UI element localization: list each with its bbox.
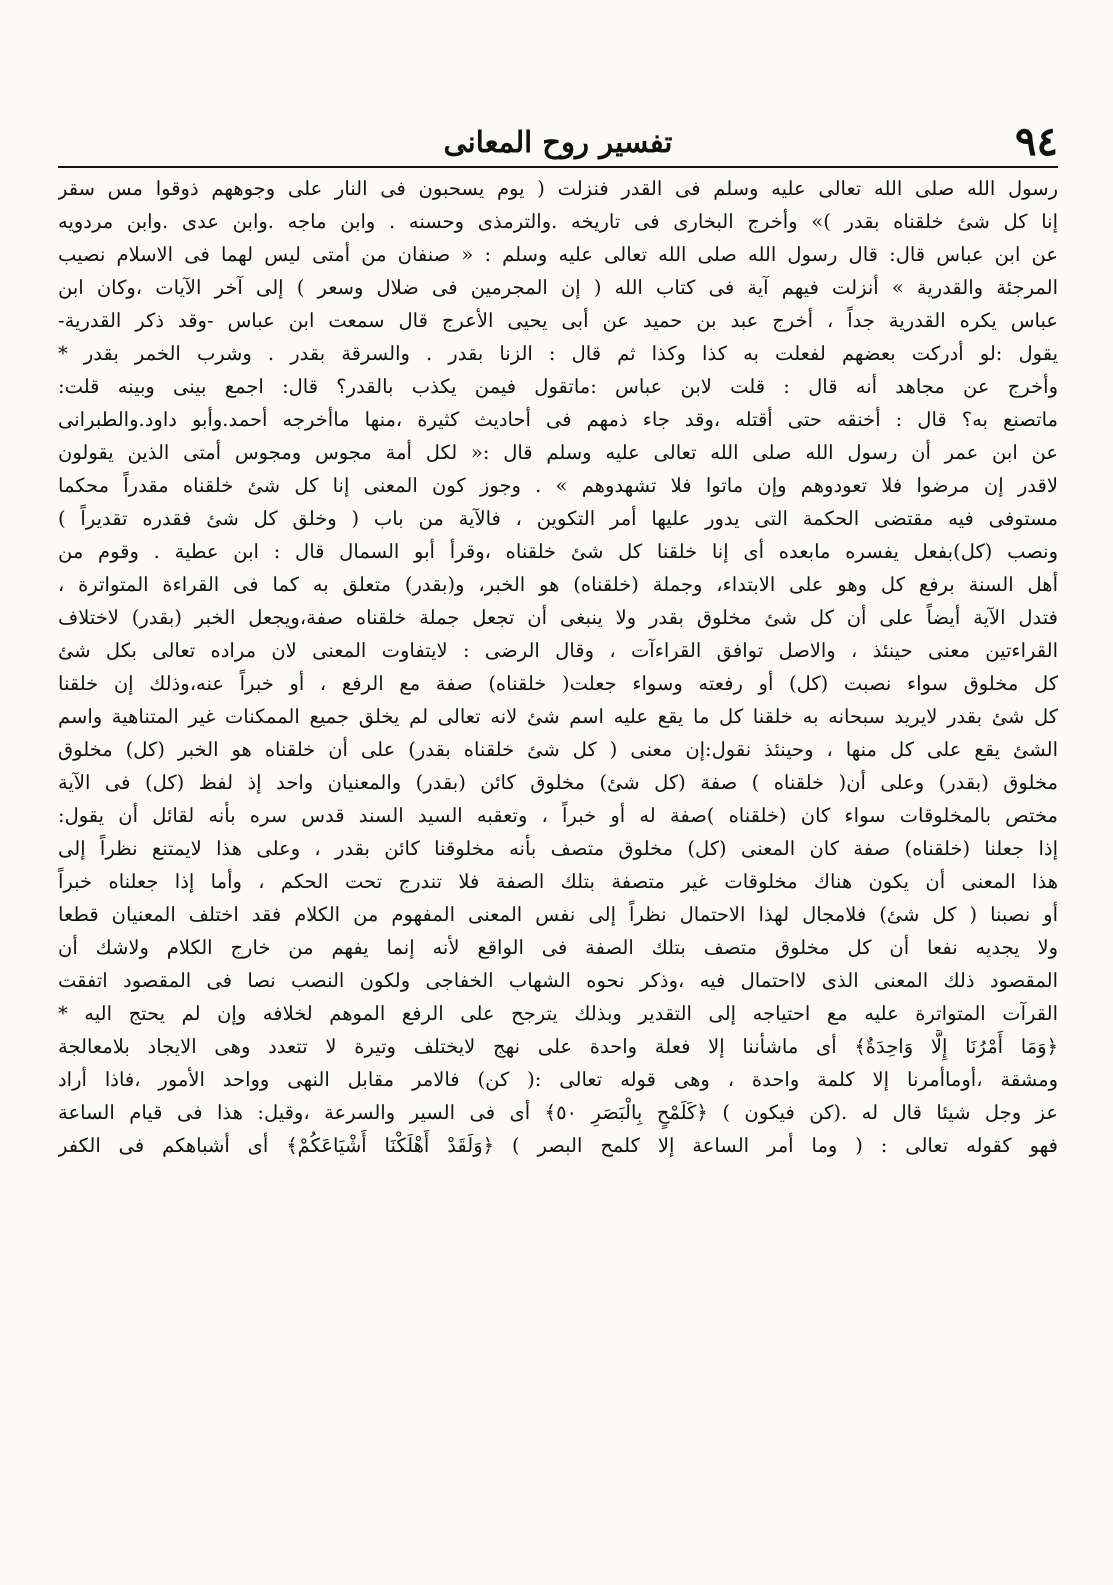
text-line: ونصب (كل)بفعل يفسره مابعده أى إنا خلقنا كل شئ خلقناه ،وقرأ أبو السمال قال : ابن عطية . وقوم من xyxy=(58,540,1058,563)
text-line: عباس يكره القدرية جداً ، أخرج عبد بن حميد عن أبى يحيى الأعرج قال سمعت ابن عباس -وقد ذكر القدرية- xyxy=(58,309,1058,332)
text-body xyxy=(58,172,1058,1162)
text-line: القراءتين معنى حينئذ ، والاصل توافق القراءآت ، وقال الرضى : لايتفاوت المعنى لان مراده تعالى بكل شئ xyxy=(58,639,1058,662)
text-line: عن ابن عمر أن رسول الله صلى الله تعالى عليه وسلم قال :« لكل أمة مجوس ومجوس أمتى الذين يقولون xyxy=(58,441,1058,464)
text-line: المقصود ذلك المعنى الذى لااحتمال فيه ،وذكر نحوه الشهاب الخفاجى ولكون النصب نصا فى المقصود اتفقت xyxy=(58,969,1058,992)
page-number: ٩٤ xyxy=(1015,118,1058,165)
text-line: إنا كل شئ خلقناه بقدر )» وأخرج البخارى فى تاريخه .والترمذى وحسنه . وابن ماجه .وابن عدى .وابن مردويه xyxy=(58,210,1058,233)
text-line: فتدل الآية أيضاً على أن كل شئ مخلوق بقدر ولا ينبغى أن تجعل جملة خلقناه صفة،ويجعل الخبر (بقدر) لاختلاف xyxy=(58,606,1058,629)
text-line: يقول :لو أدركت بعضهم لفعلت به كذا وكذا ثم قال : الزنا بقدر . والسرقة بقدر . وشرب الخمر بقدر * xyxy=(58,342,1058,365)
running-title: تفسير روح المعانى xyxy=(443,125,673,159)
text-line: ولا يجديه نفعا أن كل مخلوق متصف بتلك الصفة فى الواقع لأنه إنما يفهم من خارج الكلام ولاشك أن xyxy=(58,936,1058,959)
text-line: عز وجل شيئا قال له .(كن فيكون ) ﴿كَلَمْحٍ بِالْبَصَرِ ٥٠﴾ أى فى السير والسرعة ،وقيل: هذا فى قيام الساعة xyxy=(58,1101,1058,1124)
text-line: ﴿وَمَا أَمْرُنَا إِلَّا وَاحِدَةٌ﴾ أى ماشأننا إلا فعلة واحدة على نهج لايختلف وتيرة لا تتعدد وهى الايجاد بلامعالجة xyxy=(58,1035,1058,1058)
text-line: فهو كقوله تعالى : ( وما أمر الساعة إلا كلمح البصر ) ﴿وَلَقَدْ أَهْلَكْنَا أَشْيَاعَكُمْ﴾ أى أشباهكم فى الكفر xyxy=(58,1134,1058,1157)
text-line: القرآت المتواترة عليه مع احتياجه إلى التقدير وبذلك يترجح على الرفع الموهم لخلافه وإن لم يحتج اليه * xyxy=(58,1002,1058,1025)
text-line: لاقدر إن مرضوا فلا تعودوهم وإن ماتوا فلا تشهدوهم » . وجوز كون المعنى إنا كل شئ خلقناه مقدراً محكما xyxy=(58,474,1058,497)
header-rule xyxy=(58,166,1058,168)
text-line: الشئ يقع على كل منها ، وحينئذ نقول:إن معنى ( كل شئ خلقناه بقدر) على أن خلقناه هو الخبر (كل) مخلوق xyxy=(58,738,1058,761)
text-line: مختص بالمخلوقات سواء كان (خلقناه )صفة له أو خبراً ، وتعقبه السيد السند قدس سره بأنه لقائل أن يقول: xyxy=(58,804,1058,827)
page-header xyxy=(58,120,1058,164)
text-line: المرجئة والقدرية » أنزلت فيهم آية فى كتاب الله ( إن المجرمين فى ضلال وسعر ) إلى آخر الآيات ،وكان ابن xyxy=(58,276,1058,299)
text-line: كل شئ بقدر لايريد سبحانه به خلقنا كل ما يقع عليه اسم شئ لانه تعالى لم يخلق جميع الممكنات غير المتناهية واسم xyxy=(58,705,1058,728)
text-line: أهل السنة برفع كل وهو على الابتداء، وجملة (خلقناه) هو الخبر، و(بقدر) متعلق به كما فى القراءة المتواترة ، xyxy=(58,573,1058,596)
text-line: ومشقة ،أوماأمرنا إلا كلمة واحدة ، وهى قوله تعالى :( كن) فالامر مقابل النهى وواحد الأمور ،فاذا أراد xyxy=(58,1068,1058,1091)
text-line: مستوفى فيه مقتضى الحكمة التى يدور عليها أمر التكوين ، فالآية من باب ( وخلق كل شئ فقدره تقديراً ) xyxy=(58,507,1058,530)
text-line: كل مخلوق سواء نصبت (كل) أو رفعته وسواء جعلت( خلقناه) صفة مع الرفع ، أو خبراً عنه،وذلك إن خلقنا xyxy=(58,672,1058,695)
text-line: ماتصنع به؟ قال : أخنقه حتى أقتله ،وقد جاء ذمهم فى أحاديث كثيرة ،منها ماأخرجه أحمد.وأبو داود.والطبرانى xyxy=(58,408,1058,431)
text-line: هذا المعنى أن يكون هناك مخلوقات غير متصفة بتلك الصفة فلا تندرج تحت الحكم ، وأما إذا جعلناه خبراً xyxy=(58,870,1058,893)
text-line: رسول الله صلى الله تعالى عليه وسلم فى القدر فنزلت ( يوم يسحبون فى النار على وجوههم ذوقوا مس سقر xyxy=(58,177,1058,200)
text-line: إذا جعلنا (خلقناه) صفة كان المعنى (كل) مخلوق متصف بأنه مخلوقنا كائن بقدر ، وعلى هذا لايمتنع نظراً إلى xyxy=(58,837,1058,860)
text-line: مخلوق (بقدر) وعلى أن( خلقناه ) صفة (كل شئ) مخلوق كائن (بقدر) والمعنيان واحد إذ لفظ (كل) فى الآية xyxy=(58,771,1058,794)
text-line: عن ابن عباس قال: قال رسول الله صلى الله تعالى عليه وسلم : « صنفان من أمتى ليس لهما فى الاسلام نصيب xyxy=(58,243,1058,266)
text-line: وأخرج عن مجاهد أنه قال : قلت لابن عباس :ماتقول فيمن يكذب بالقدر؟ قال: اجمع بينى وبينه قلت: xyxy=(58,375,1058,398)
text-line: أو نصبنا ( كل شئ) فلامجال لهذا الاحتمال نظراً إلى نفس المعنى المفهوم من الكلام فقد اختلف المعنيان قطعا xyxy=(58,903,1058,926)
